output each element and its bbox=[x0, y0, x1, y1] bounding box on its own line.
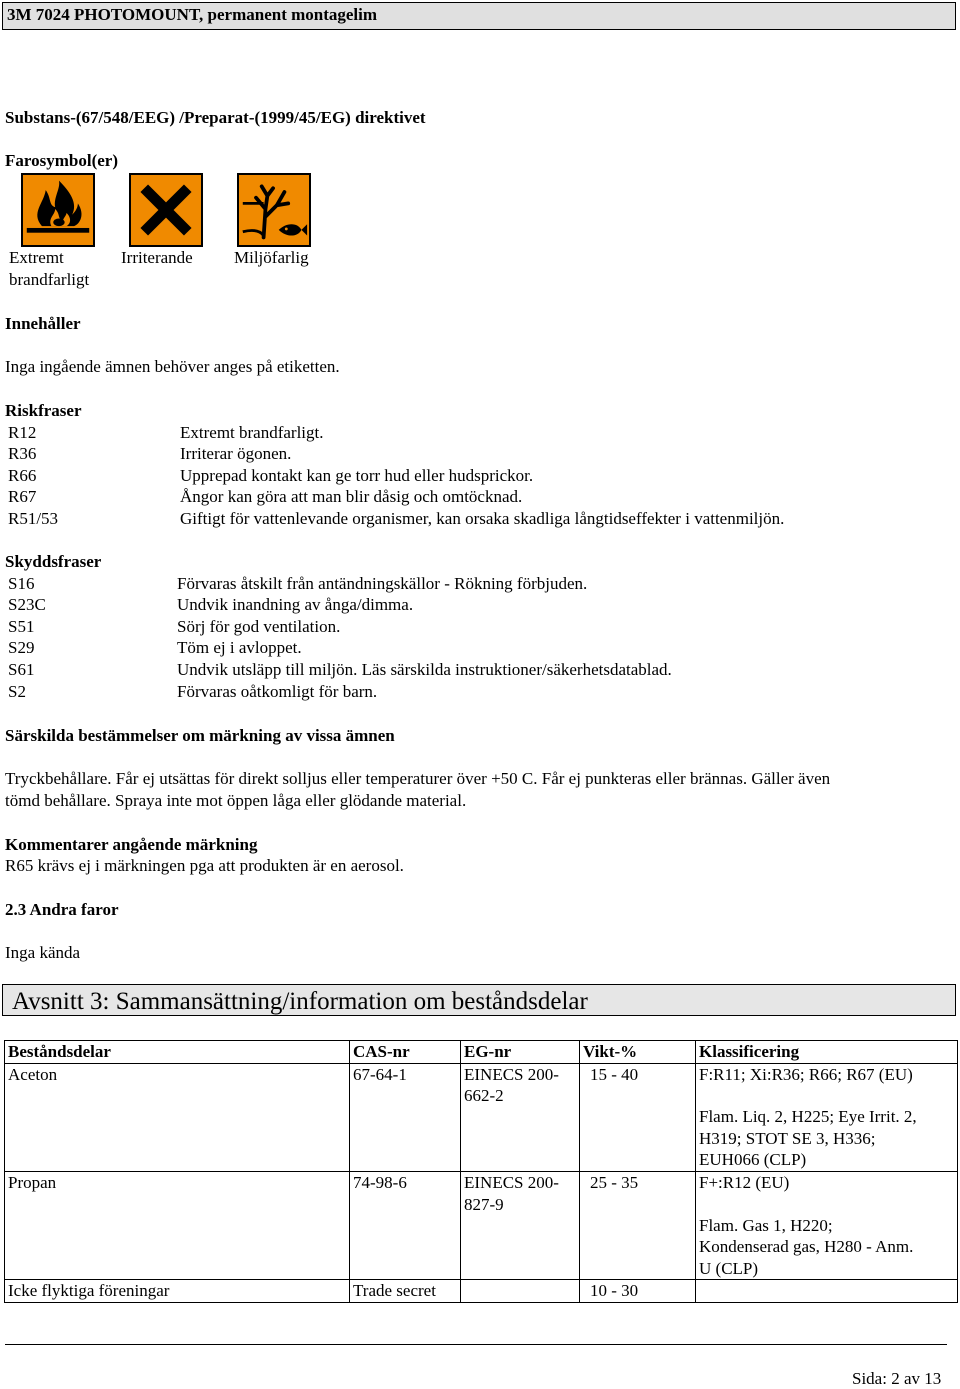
risk-code: R36 bbox=[8, 444, 37, 463]
risk-text: Giftigt för vattenlevande organismer, kan orsaka skadliga långtidseffekter i vattenmiljön. bbox=[180, 509, 785, 528]
ingredient-name: Propan bbox=[5, 1171, 350, 1279]
cas-number: 74-98-6 bbox=[350, 1171, 461, 1279]
other-hazards-text: Inga kända bbox=[5, 943, 81, 962]
environment-label: Miljöfarlig bbox=[234, 248, 309, 267]
hazard-symbols-heading: Farosymbol(er) bbox=[5, 151, 118, 170]
classification: F+:R12 (EU) Flam. Gas 1, H220; Kondenserad gas, H280 - Anm. U (CLP) bbox=[696, 1171, 958, 1279]
risk-code: R51/53 bbox=[8, 509, 59, 528]
composition-table bbox=[4, 1040, 958, 1303]
flame-label-line1: Extremt bbox=[9, 248, 64, 267]
safety-code: S61 bbox=[8, 660, 35, 679]
risk-text: Ångor kan göra att man blir dåsig och omtöcknad. bbox=[180, 487, 523, 506]
contains-heading: Innehåller bbox=[5, 314, 81, 333]
directive-heading: Substans-(67/548/EEG) /Preparat-(1999/45/EG) direktivet bbox=[5, 108, 426, 127]
risk-code: R12 bbox=[8, 423, 37, 442]
eg-number bbox=[461, 1280, 580, 1303]
safety-text: Töm ej i avloppet. bbox=[177, 638, 302, 657]
flame-icon bbox=[21, 173, 95, 247]
eg-number: EINECS 200- 662-2 bbox=[461, 1063, 580, 1171]
cas-number: 67-64-1 bbox=[350, 1063, 461, 1171]
risk-code: R66 bbox=[8, 466, 37, 485]
table-row bbox=[5, 1280, 958, 1303]
safety-text: Sörj för god ventilation. bbox=[177, 617, 341, 636]
safety-code: S2 bbox=[8, 682, 26, 701]
risk-phrases-heading: Riskfraser bbox=[5, 401, 82, 420]
cross-icon bbox=[129, 173, 203, 247]
safety-code: S51 bbox=[8, 617, 35, 636]
safety-text: Förvaras åtskilt från antändningskällor - Rökning förbjuden. bbox=[177, 574, 588, 593]
section3-title: Avsnitt 3: Sammansättning/information om beståndsdelar bbox=[12, 988, 588, 1015]
ingredient-name: Icke flyktiga föreningar bbox=[5, 1280, 350, 1303]
labelling-comments-heading: Kommentarer angående märkning bbox=[5, 835, 258, 854]
cross-label: Irriterande bbox=[121, 248, 193, 267]
document-title: 3M 7024 PHOTOMOUNT, permanent montagelim bbox=[7, 5, 378, 24]
labelling-comments-text: R65 krävs ej i märkningen pga att produkten är en aerosol. bbox=[5, 856, 404, 875]
special-provisions-line2: tömd behållare. Spraya inte mot öppen låga eller glödande material. bbox=[5, 791, 467, 810]
safety-text: Förvaras oåtkomligt för barn. bbox=[177, 682, 378, 701]
safety-code: S29 bbox=[8, 638, 35, 657]
risk-text: Extremt brandfarligt. bbox=[180, 423, 324, 442]
table-row bbox=[5, 1171, 958, 1279]
special-provisions-line1: Tryckbehållare. Får ej utsättas för direkt solljus eller temperaturer över +50 C. Får ej punkteras eller brännas. Gäller även bbox=[5, 769, 831, 788]
safety-text: Undvik inandning av ånga/dimma. bbox=[177, 595, 414, 614]
eg-number: EINECS 200- 827-9 bbox=[461, 1171, 580, 1279]
flame-label-line2: brandfarligt bbox=[9, 270, 90, 289]
column-header: Vikt-% bbox=[580, 1041, 696, 1064]
footer-divider bbox=[5, 1344, 947, 1345]
classification bbox=[696, 1280, 958, 1303]
other-hazards-heading: 2.3 Andra faror bbox=[5, 900, 119, 919]
column-header: EG-nr bbox=[461, 1041, 580, 1064]
ingredient-name: Aceton bbox=[5, 1063, 350, 1171]
risk-text: Irriterar ögonen. bbox=[180, 444, 292, 463]
page-number: Sida: 2 av 13 bbox=[852, 1369, 942, 1388]
dead-tree-fish-icon bbox=[237, 173, 311, 247]
contains-text: Inga ingående ämnen behöver anges på etiketten. bbox=[5, 357, 340, 376]
column-header: Klassificering bbox=[696, 1041, 958, 1064]
safety-code: S16 bbox=[8, 574, 35, 593]
safety-phrases-heading: Skyddsfraser bbox=[5, 552, 102, 571]
cas-number: Trade secret bbox=[350, 1280, 461, 1303]
risk-text: Upprepad kontakt kan ge torr hud eller hudsprickor. bbox=[180, 466, 534, 485]
safety-text: Undvik utsläpp till miljön. Läs särskilda instruktioner/säkerhetsdatablad. bbox=[177, 660, 672, 679]
classification: F:R11; Xi:R36; R66; R67 (EU) Flam. Liq. 2, H225; Eye Irrit. 2, H319; STOT SE 3, H336; EUH066 (CLP) bbox=[696, 1063, 958, 1171]
table-header-row bbox=[5, 1041, 958, 1064]
weight-percent: 25 - 35 bbox=[580, 1171, 696, 1279]
weight-percent: 10 - 30 bbox=[580, 1280, 696, 1303]
safety-code: S23C bbox=[8, 595, 46, 614]
special-provisions-heading: Särskilda bestämmelser om märkning av vissa ämnen bbox=[5, 726, 395, 745]
table-row bbox=[5, 1063, 958, 1171]
risk-code: R67 bbox=[8, 487, 37, 506]
weight-percent: 15 - 40 bbox=[580, 1063, 696, 1171]
column-header: CAS-nr bbox=[350, 1041, 461, 1064]
column-header: Beståndsdelar bbox=[5, 1041, 350, 1064]
